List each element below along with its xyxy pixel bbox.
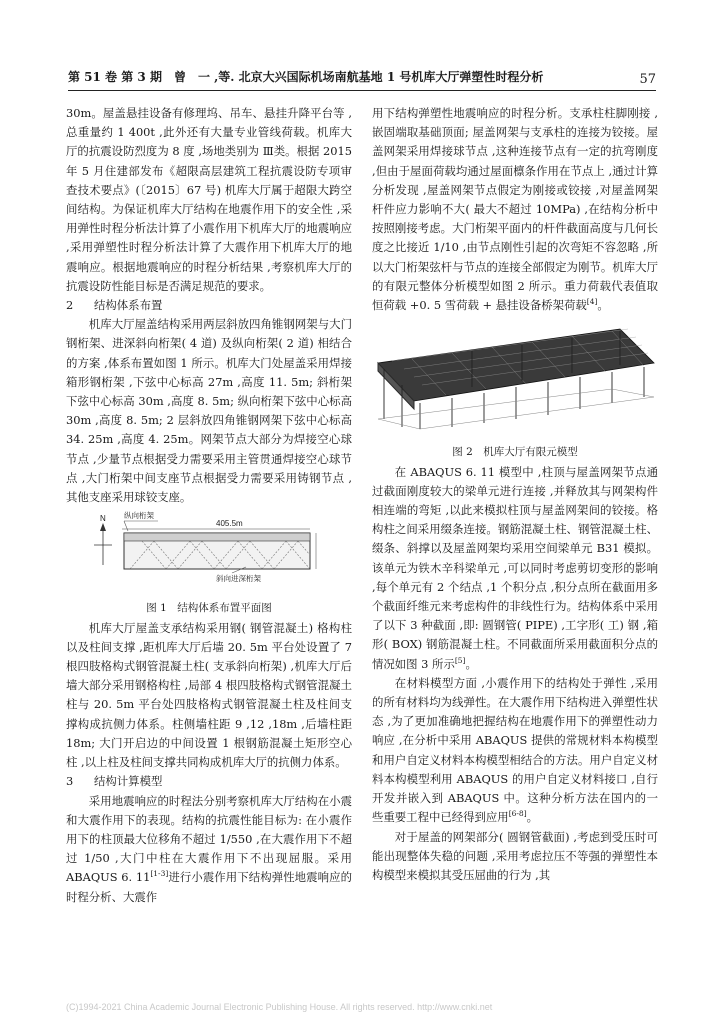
paragraph: 机库大厅屋盖支承结构采用钢( 钢管混凝土) 格构柱以及柱间支撑 ,距机库大厅后墙 20. 5m 平台处设置了 7 根四肢格构式钢管混凝土柱( 支承斜向桁架) ,机库大厅后墙大部分采用钢格构柱 ,局部 4 根四肢格构式钢管混凝土柱与 20. 5m 平台处四肢格构式钢管混凝土柱及柱间支撑构成抗侧力体系。柱侧墙柱距 9 ,12 ,18m ,后墙柱距 18m; 大门开启边的中间设置 1 根钢筋混凝土矩形空心柱 ,以上柱及柱间支撑共同构成机库大厅的抗侧力体系。 bbox=[66, 620, 352, 770]
citation: [1-3] bbox=[150, 869, 169, 879]
punctuation: 。 bbox=[597, 298, 609, 313]
paragraph-text: 进行小震作用下结构弹性地震响应的时程分析、大震作 bbox=[66, 870, 352, 904]
figure-1 bbox=[66, 509, 352, 595]
citation: [6-8] bbox=[508, 809, 527, 819]
cnki-watermark: (C)1994-2021 China Academic Journal Electronic Publishing House. All rights reserved. http://www.cnki.net bbox=[66, 1002, 493, 1012]
section-heading-2 bbox=[66, 296, 352, 315]
paragraph: 机库大厅屋盖结构采用两层斜放四角锥钢网架与大门钢桁架、进深斜向桁架( 4 道) 及纵向桁架( 2 道) 相结合的方案 ,体系布置如图 1 所示。机库大门处屋盖采用焊接箱形钢桁架 ,下弦中心标高 27m ,高度 11. 5m; 斜桁架下弦中心标高 30m ,高度 8. 5m; 纵向桁架下弦中心标高 30m ,高度 8. 5m; 2 层斜放四角锥钢网架下弦中心标高 34. 25m ,高度 4. 25m。网架节点大部分为焊接空心球节点 ,少量节点根据受力需要采用主管贯通焊接空心球节点 ,大门桁架中间支座节点根据受力需要采用铸钢节点 ,其他支座采用球铰支座。 bbox=[66, 317, 352, 505]
figure-2 bbox=[372, 323, 658, 439]
running-header bbox=[68, 66, 656, 91]
paragraph: 对于屋盖的网架部分( 圆钢管截面) ,考虑到受压时可能出现整体失稳的问题 ,采用考虑拉压不等强的弹塑性本构模型来模拟其受压屈曲的行为 ,其 bbox=[372, 829, 658, 882]
paragraph-text: 在材料模型方面 ,小震作用下的结构处于弹性 ,采用的所有材料均为线弹性。在大震作用下结构进入弹塑性状态 ,为了更加准确地把握结构在地震作用下的弹塑性动力响应 ,在分析中采用 ABAQUS 提供的常规材料本构模型和用户自定义材料本构模型相结合的方法。用户自定义材料本构模型利用 ABAQUS 的用户自定义材料接口 ,自行开发并嵌入到 ABAQUS 中。这种分析方法在国内的一些重要工程中已经得到应用 bbox=[372, 675, 658, 825]
citation: [4] bbox=[586, 297, 598, 307]
paragraph: 30m。屋盖悬挂设备有修理坞、吊车、悬挂升降平台等 ,总重量约 1 400t ,此外还有大量专业管线荷载。机库大厅的抗震设防烈度为 8 度 ,场地类别为 Ⅲ类。根据 2015 年 5 月住建部发布《超限高层建筑工程抗震设防专项审查技术要点》(〔2015〕67 号) 机库大厅属于超限大跨空间结构。为保证机库大厅结构在地震作用下的安全性 ,采用弹性时程分析法计算了小震作用下机库大厅的地震响应 ,采用弹塑性时程分析法计算了大震作用下机库大厅的地震响应。根据地震响应的时程分析结果 ,考察机库大厅的抗震设防性能目标是否满足规范的要求。 bbox=[66, 106, 352, 293]
longitudinal-truss-label: 纵向桁架 bbox=[124, 511, 154, 521]
span-dimension: 405.5m bbox=[216, 519, 243, 529]
section-heading-3 bbox=[66, 772, 352, 791]
north-arrow bbox=[94, 514, 112, 565]
fe-model-image bbox=[372, 323, 658, 433]
section-title: 结构计算模型 bbox=[94, 774, 163, 789]
section-title: 结构体系布置 bbox=[94, 298, 163, 313]
longitudinal-truss bbox=[124, 533, 310, 541]
figure-1-caption: 图 1 结构体系布置平面图 bbox=[146, 602, 272, 615]
north-label: N bbox=[100, 514, 106, 524]
paragraph-text: 在 ABAQUS 6. 11 模型中 ,柱顶与屋盖网架节点通过截面刚度较大的梁单元进行连接 ,并释放其与网架构件相连端的弯矩 ,以此来模拟柱顶与屋盖网架间的铰接。格构柱之间采用缀条连接。钢筋混凝土柱、钢管混凝土柱、缀条、斜撑以及屋盖网架均采用空间梁单元 B31 模拟。该单元为铁木辛科梁单元 ,可以同时考虑剪切变形的影响 ,每个单元有 2 个结点 ,1 个积分点 ,积分点所在截面用多个截面纤维元来考虑构件的非线性行为。结构体系中采用了以下 3 种截面 ,即: 圆钢管( PIPE) ,工字形( 工) 钢 ,箱形( BOX) 钢筋混凝土柱。不同截面所采用截面积分点的情况如图 3 所示 bbox=[372, 464, 658, 671]
right-column bbox=[372, 104, 658, 885]
paragraph bbox=[66, 792, 352, 907]
structure-plan-drawing bbox=[66, 509, 352, 589]
diagonal-truss-label: 斜向进深桁架 bbox=[216, 574, 261, 584]
punctuation: 。 bbox=[465, 656, 477, 671]
punctuation: 。 bbox=[526, 810, 539, 825]
section-number: 3 bbox=[66, 774, 74, 789]
paragraph bbox=[372, 463, 658, 674]
paragraph-text: 采用地震响应的时程法分别考察机库大厅结构在小震和大震作用下的表现。结构的抗震性能目标为: 在小震作用下的柱顶最大位移角不超过 1/550 ,在大震作用下不超过 1/50 ,大门中柱在大震作用下不出现屈服。采用 ABAQUS 6. 11 bbox=[66, 793, 352, 885]
paragraph bbox=[372, 674, 658, 828]
citation: [5] bbox=[454, 655, 466, 665]
figure-2-caption: 图 2 机库大厅有限元模型 bbox=[452, 446, 578, 459]
paragraph bbox=[372, 104, 658, 315]
left-column bbox=[66, 104, 352, 907]
page-number: 57 bbox=[639, 72, 656, 87]
running-title: 第 51 卷 第 3 期 曾 一 ,等. 北京大兴国际机场南航基地 1 号机库大厅弹塑性时程分析 bbox=[68, 70, 544, 84]
section-number: 2 bbox=[66, 298, 74, 313]
paragraph-text: 用下结构弹塑性地震响应的时程分析。支承柱柱脚刚接 ,嵌固端取基础顶面; 屋盖网架与支承柱的连接为铰接。屋盖网架采用焊接球节点 ,这种连接节点有一定的抗弯刚度 ,但由于屋面荷载均通过屋面檩条作用在节点上 ,通过计算分析发现 ,屋盖网架节点假定为刚接或铰接 ,对屋盖网架杆件应力影响不大( 最大不超过 10MPa) ,在结构分析中按照刚接考虑。大门桁架平面内的杆件截面高度与几何长度之比接近 1/10 ,由节点刚性引起的次弯矩不容忽略 ,所以大门桁架弦杆与节点的连接全部假定为刚节。机库大厅的有限元整体分析模型如图 2 所示。重力荷载代表值取恒荷载 +0. 5 雪荷载 + 悬挂设备桥架荷载 bbox=[372, 106, 658, 313]
